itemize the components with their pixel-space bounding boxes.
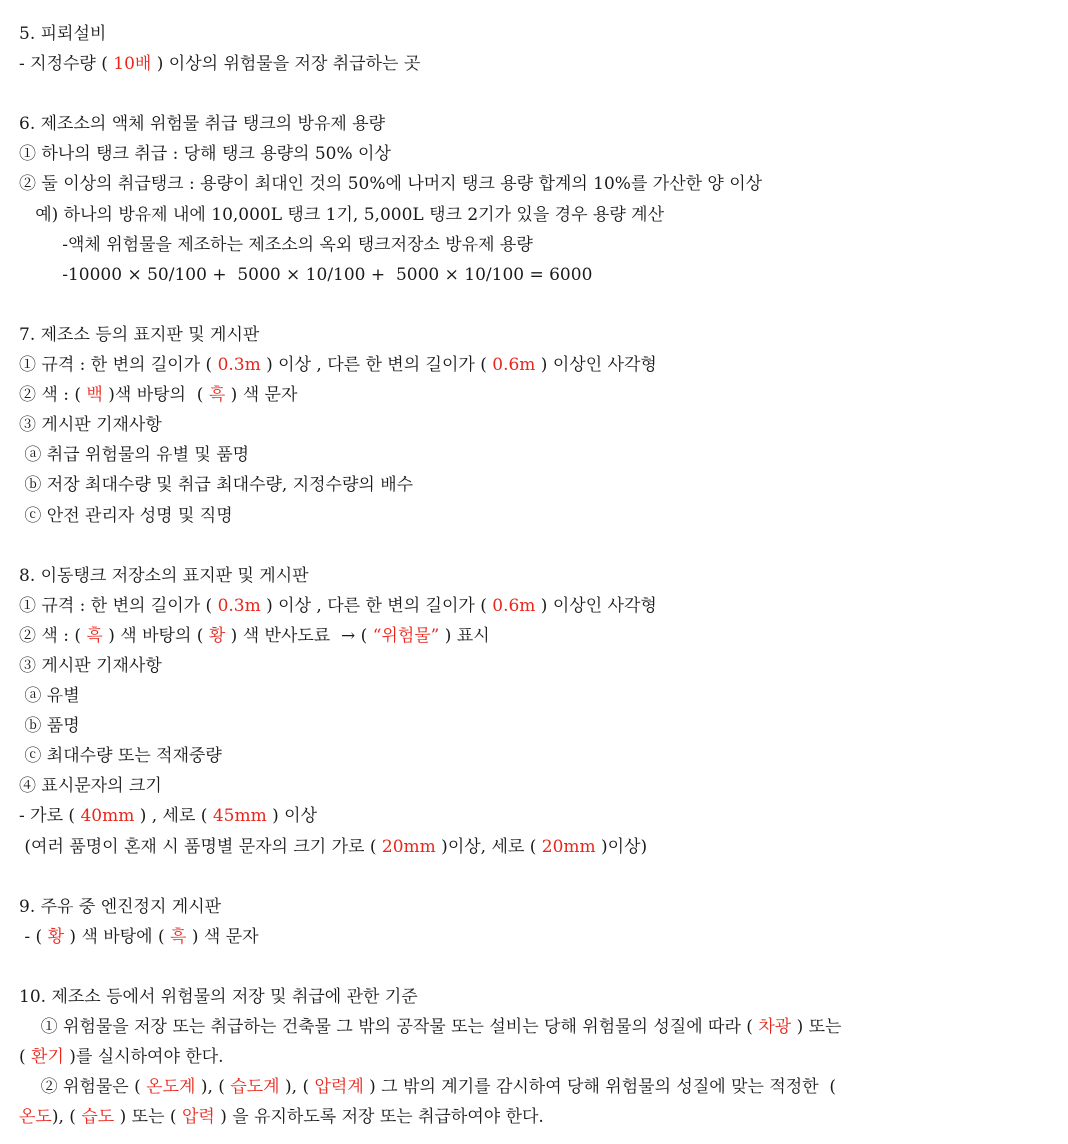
- text-line: [19, 260, 1059, 290]
- section-8: [19, 561, 1059, 862]
- text-segment: ① 규격 : 한 변의 길이가 (: [19, 355, 218, 376]
- answer-text: 온도: [19, 1107, 52, 1128]
- text-segment: ) 색 바탕에 (: [64, 926, 171, 947]
- text-segment: 6. 제조소의 액체 위험물 취급 탱크의 방유제 용량: [19, 114, 386, 135]
- text-line: [19, 380, 1059, 410]
- answer-text: 45mm: [212, 806, 267, 827]
- text-line: [19, 1072, 1059, 1102]
- answer-text: 0.3m: [217, 355, 261, 376]
- answer-text: 차광: [758, 1017, 792, 1038]
- text-line: [19, 501, 1059, 531]
- text-segment: 10. 제조소 등에서 위험물의 저장 및 취급에 관한 기준: [19, 987, 418, 1007]
- text-line: [19, 169, 1059, 199]
- text-segment: ① 위험물을 저장 또는 취급하는 건축물 그 밖의 공작물 또는 설비는 당해 위험물의 성질에 따라 (: [19, 1017, 759, 1038]
- text-segment: ⓑ 품명: [19, 716, 80, 737]
- answer-text: 황: [47, 926, 65, 947]
- text-segment: ), (: [279, 1077, 315, 1098]
- text-segment: ) 그 밖의 계기를 감시하여 당해 위험물의 성질에 맞는 적정한 (: [363, 1077, 837, 1098]
- answer-text: 40mm: [80, 806, 135, 827]
- section-5: [19, 19, 1059, 79]
- section-gap: [19, 290, 1059, 320]
- answer-text: 20mm: [381, 836, 436, 857]
- text-line: [19, 832, 1059, 862]
- text-segment: - 가로 (: [19, 806, 81, 827]
- text-segment: ) 을 유지하도록 저장 또는 취급하여야 한다.: [214, 1107, 544, 1128]
- text-line: [19, 200, 1059, 230]
- text-segment: (여러 품명이 혼재 시 품명별 문자의 크기 가로 (: [19, 836, 382, 857]
- text-line: [19, 1042, 1059, 1072]
- section-6: [19, 109, 1059, 290]
- text-segment: ② 색 : (: [19, 625, 87, 646]
- text-segment: ) 또는 (: [114, 1107, 182, 1128]
- section-heading: [19, 109, 1059, 139]
- text-segment: ⓒ 안전 관리자 성명 및 직명: [19, 505, 233, 526]
- text-line: [19, 741, 1059, 771]
- text-line: [19, 1012, 1059, 1042]
- text-segment: )색 바탕의 (: [102, 385, 209, 406]
- section-7: [19, 320, 1059, 531]
- answer-text: 10배: [113, 54, 152, 75]
- text-line: [19, 621, 1059, 651]
- text-line: [19, 591, 1059, 621]
- text-segment: ⓒ 최대수량 또는 적재중량: [19, 746, 222, 767]
- answer-text: 온도계: [146, 1077, 196, 1098]
- text-segment: ) 색 문자: [225, 385, 298, 406]
- text-segment: )를 실시하여야 한다.: [63, 1047, 224, 1068]
- text-segment: ) , 세로 (: [134, 806, 213, 827]
- text-segment: ③ 게시판 기재사항: [19, 415, 162, 436]
- text-line: [19, 440, 1059, 470]
- section-heading: [19, 19, 1059, 49]
- text-segment: 예) 하나의 방유제 내에 10,000L 탱크 1기, 5,000L 탱크 2기가 있을 경우 용량 계산: [19, 204, 664, 225]
- answer-text: 흑: [170, 926, 187, 947]
- text-segment: ) 색 반사도료 → (: [225, 625, 373, 646]
- text-segment: ) 이상인 사각형: [535, 595, 657, 616]
- answer-text: 압력: [181, 1107, 215, 1128]
- text-line: [19, 49, 1059, 79]
- text-line: [19, 230, 1059, 260]
- text-segment: ), (: [195, 1077, 231, 1098]
- answer-text: 황: [208, 625, 226, 646]
- answer-text: 습도계: [230, 1077, 280, 1098]
- text-line: [19, 801, 1059, 831]
- text-line: [19, 711, 1059, 741]
- answer-text: “위험물”: [372, 625, 440, 646]
- text-line: [19, 350, 1059, 380]
- text-segment: )이상, 세로 (: [435, 836, 542, 857]
- text-segment: - (: [19, 926, 48, 947]
- text-segment: ) 색 바탕의 (: [102, 625, 209, 646]
- section-gap: [19, 531, 1059, 561]
- text-line: [19, 470, 1059, 500]
- text-segment: -액체 위험물을 제조하는 제조소의 옥외 탱크저장소 방유제 용량: [19, 234, 533, 255]
- text-segment: ⓐ 유별: [19, 686, 80, 707]
- text-segment: 8. 이동탱크 저장소의 표지판 및 게시판: [19, 565, 309, 586]
- answer-text: 환기: [31, 1047, 64, 1068]
- text-segment: 7. 제조소 등의 표지판 및 게시판: [19, 324, 260, 345]
- text-segment: ) 표시: [439, 625, 490, 646]
- text-line: [19, 681, 1059, 711]
- text-segment: ④ 표시문자의 크기: [19, 776, 162, 797]
- text-segment: 9. 주유 중 엔진정지 게시판: [19, 896, 222, 917]
- section-10: [19, 982, 1059, 1132]
- text-segment: ) 이상: [266, 806, 318, 827]
- text-segment: ① 규격 : 한 변의 길이가 (: [19, 595, 218, 616]
- text-segment: ) 또는: [791, 1017, 842, 1038]
- text-line: [19, 771, 1059, 801]
- text-segment: ⓑ 저장 최대수량 및 취급 최대수량, 지정수량의 배수: [19, 475, 414, 496]
- text-segment: ② 위험물은 (: [19, 1077, 147, 1098]
- section-9: [19, 892, 1059, 952]
- text-line: [19, 410, 1059, 440]
- section-heading: [19, 892, 1059, 922]
- answer-text: 흑: [86, 625, 103, 646]
- text-line: [19, 1102, 1059, 1132]
- answer-text: 0.6m: [492, 595, 536, 616]
- section-heading: [19, 561, 1059, 591]
- text-segment: ② 색 : (: [19, 385, 87, 406]
- text-segment: ) 색 문자: [186, 926, 259, 947]
- section-gap: [19, 79, 1059, 109]
- text-line: [19, 922, 1059, 952]
- answer-text: 백: [86, 385, 103, 406]
- text-segment: (: [19, 1047, 32, 1068]
- answer-text: 압력계: [314, 1077, 364, 1098]
- answer-text: 20mm: [541, 836, 596, 857]
- section-heading: [19, 320, 1059, 350]
- text-line: [19, 139, 1059, 169]
- text-segment: ) 이상 , 다른 한 변의 길이가 (: [260, 595, 493, 616]
- text-segment: 5. 피뢰설비: [19, 24, 107, 44]
- text-segment: )이상): [595, 836, 648, 857]
- section-heading: [19, 982, 1059, 1012]
- section-gap: [19, 952, 1059, 982]
- text-segment: - 지정수량 (: [19, 54, 114, 75]
- answer-text: 습도: [81, 1107, 115, 1128]
- section-gap: [19, 862, 1059, 892]
- document-page: [19, 19, 1059, 1132]
- answer-text: 흑: [208, 385, 226, 406]
- answer-text: 0.6m: [492, 355, 536, 376]
- text-segment: ) 이상인 사각형: [535, 355, 657, 376]
- answer-text: 0.3m: [217, 595, 261, 616]
- text-segment: ① 하나의 탱크 취급 : 당해 탱크 용량의 50% 이상: [19, 144, 391, 165]
- text-segment: ) 이상 , 다른 한 변의 길이가 (: [260, 355, 493, 376]
- text-segment: ) 이상의 위험물을 저장 취급하는 곳: [151, 54, 421, 75]
- text-segment: ③ 게시판 기재사항: [19, 655, 162, 676]
- text-segment: -10000 × 50/100 + 5000 × 10/100 + 5000 × 10/100 = 6000: [19, 264, 593, 285]
- text-segment: ⓐ 취급 위험물의 유별 및 품명: [19, 445, 250, 466]
- text-segment: ), (: [51, 1107, 82, 1128]
- text-segment: ② 둘 이상의 취급탱크 : 용량이 최대인 것의 50%에 나머지 탱크 용량 합계의 10%를 가산한 양 이상: [19, 174, 763, 195]
- text-line: [19, 651, 1059, 681]
